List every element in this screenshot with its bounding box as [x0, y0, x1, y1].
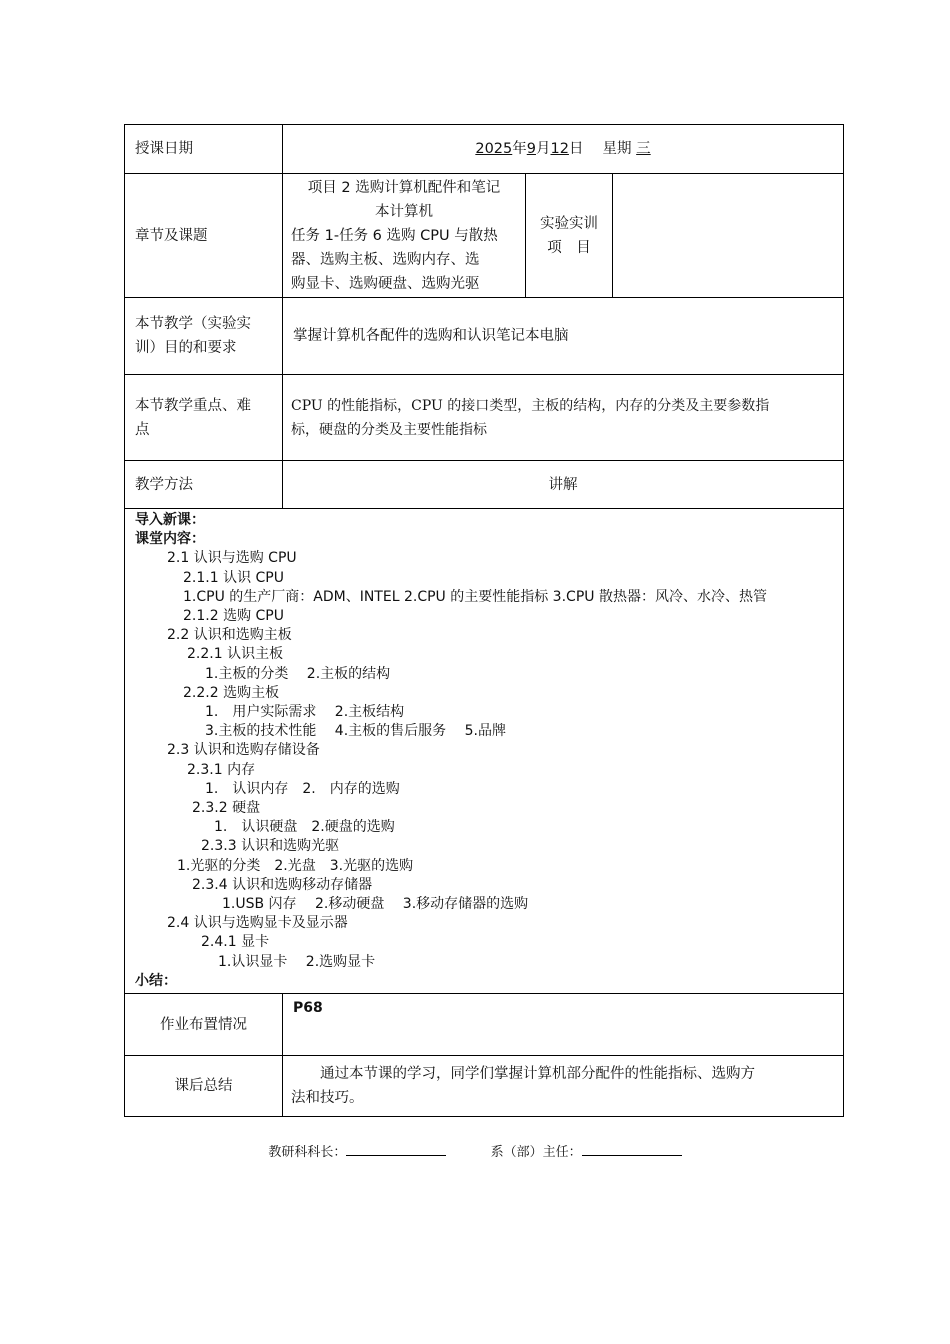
date-label: 授课日期: [125, 125, 283, 174]
objectives-label-line-2: 训）目的和要求: [135, 340, 237, 356]
content-line: 1.认识显卡 2.选购显卡: [218, 953, 376, 970]
section-head-label: 教研科科长：: [268, 1145, 347, 1160]
content-line: 3.主板的技术性能 4.主板的售后服务 5.品牌: [205, 723, 506, 740]
content-line: 1. 认识内存 2. 内存的选购: [205, 780, 400, 797]
chapter-value: [283, 174, 526, 298]
homework-value: P68: [283, 994, 844, 1056]
summary-heading: 小结：: [135, 972, 177, 989]
keypoints-row: [125, 375, 844, 461]
content-line: 1.主板的分类 2.主板的结构: [205, 665, 391, 682]
content-line: 2.2 认识和选购主板: [167, 627, 292, 644]
department-head-signature-line: [582, 1141, 682, 1156]
objectives-value: 掌握计算机各配件的选购和认识笔记本电脑: [283, 298, 844, 375]
chapter-line-2: 本计算机: [375, 203, 433, 220]
keypoints-label: [125, 375, 283, 461]
lab-project-label-line-1: 实验实训: [540, 215, 598, 232]
content-line: 1.USB 闪存 2.移动硬盘 3.移动存储器的选购: [222, 896, 529, 913]
method-label: 教学方法: [125, 461, 283, 509]
content-line: 2.3.2 硬盘: [192, 800, 261, 817]
content-line: 2.1 认识与选购 CPU: [167, 550, 297, 567]
signature-footer: [0, 1141, 950, 1162]
keypoints-label-line-2: 点: [135, 421, 150, 438]
method-row: [125, 461, 844, 509]
date-value: [283, 125, 844, 174]
lab-project-label: [526, 174, 613, 298]
content-line: 2.4.1 显卡: [201, 934, 270, 951]
method-value: 讲解: [283, 461, 844, 509]
year-unit: 年: [512, 141, 527, 157]
lesson-plan-table: [124, 124, 844, 1117]
content-line: 1.CPU 的生产厂商：ADM、INTEL 2.CPU 的主要性能指标 3.CPU 散热器：风冷、水冷、热管: [183, 588, 767, 605]
chapter-line-5: 购显卡、选购硬盘、选购光驱: [291, 275, 480, 292]
chapter-line-3: 任务 1-任务 6 选购 CPU 与散热: [291, 227, 498, 244]
weekday-label: 星期: [602, 141, 632, 157]
year: 2025: [475, 141, 513, 157]
chapter-label: 章节及课题: [125, 174, 283, 298]
weekday: 三: [636, 141, 651, 157]
lab-project-value: [613, 174, 844, 298]
post-class-row: [125, 1056, 844, 1117]
objectives-row: [125, 298, 844, 375]
post-class-value: [283, 1056, 844, 1117]
month: 9: [526, 141, 536, 157]
chapter-line-4: 器、选购主板、选购内存、选: [291, 251, 480, 268]
content-line: 2.3 认识和选购存储设备: [167, 742, 320, 759]
date-row: [125, 125, 844, 174]
post-class-label: 课后总结: [125, 1056, 283, 1117]
content-line: 2.3.4 认识和选购移动存储器: [192, 876, 373, 893]
day-unit: 日: [568, 141, 584, 157]
content-line: 2.3.1 内存: [187, 761, 256, 778]
section-head-signature-line: [346, 1141, 446, 1156]
homework-row: [125, 994, 844, 1056]
content-line: 2.4 认识与选购显卡及显示器: [167, 915, 348, 932]
intro-heading: 导入新课：: [135, 512, 205, 528]
objectives-label-line-1: 本节教学（实验实: [135, 316, 251, 332]
content-line: 2.1.2 选购 CPU: [183, 608, 284, 625]
class-content: [125, 509, 844, 994]
post-class-line-2: 法和技巧。: [291, 1090, 364, 1107]
content-line: 1. 用户实际需求 2.主板结构: [205, 704, 405, 721]
keypoints-line-2: 标，硬盘的分类及主要性能指标: [291, 421, 487, 438]
keypoints-label-line-1: 本节教学重点、难: [135, 397, 251, 414]
keypoints-line-1: CPU 的性能指标，CPU 的接口类型，主板的结构，内存的分类及主要参数指: [291, 397, 770, 414]
post-class-line-1: 通过本节课的学习，同学们掌握计算机部分配件的性能指标、选购方: [291, 1066, 755, 1083]
lab-project-label-line-2: 项 目: [547, 239, 591, 256]
chapter-line-1: 项目 2 选购计算机配件和笔记: [307, 179, 501, 196]
homework-label: 作业布置情况: [125, 994, 283, 1056]
day: 12: [550, 141, 569, 157]
chapter-row: [125, 174, 844, 298]
objectives-label: [125, 298, 283, 375]
month-unit: 月: [535, 141, 551, 157]
content-line: 2.2.2 选购主板: [183, 684, 280, 701]
content-row: [125, 509, 844, 994]
content-line: 2.2.1 认识主板: [187, 646, 284, 663]
class-content-heading: 课堂内容：: [135, 531, 205, 548]
content-line: 2.3.3 认识和选购光驱: [201, 838, 340, 855]
department-head-label: 系（部）主任：: [490, 1145, 582, 1160]
content-line: 2.1.1 认识 CPU: [183, 569, 284, 586]
content-line: 1. 认识硬盘 2.硬盘的选购: [214, 819, 395, 836]
content-line: 1.光驱的分类 2.光盘 3.光驱的选购: [177, 857, 414, 874]
keypoints-value: [283, 375, 844, 461]
